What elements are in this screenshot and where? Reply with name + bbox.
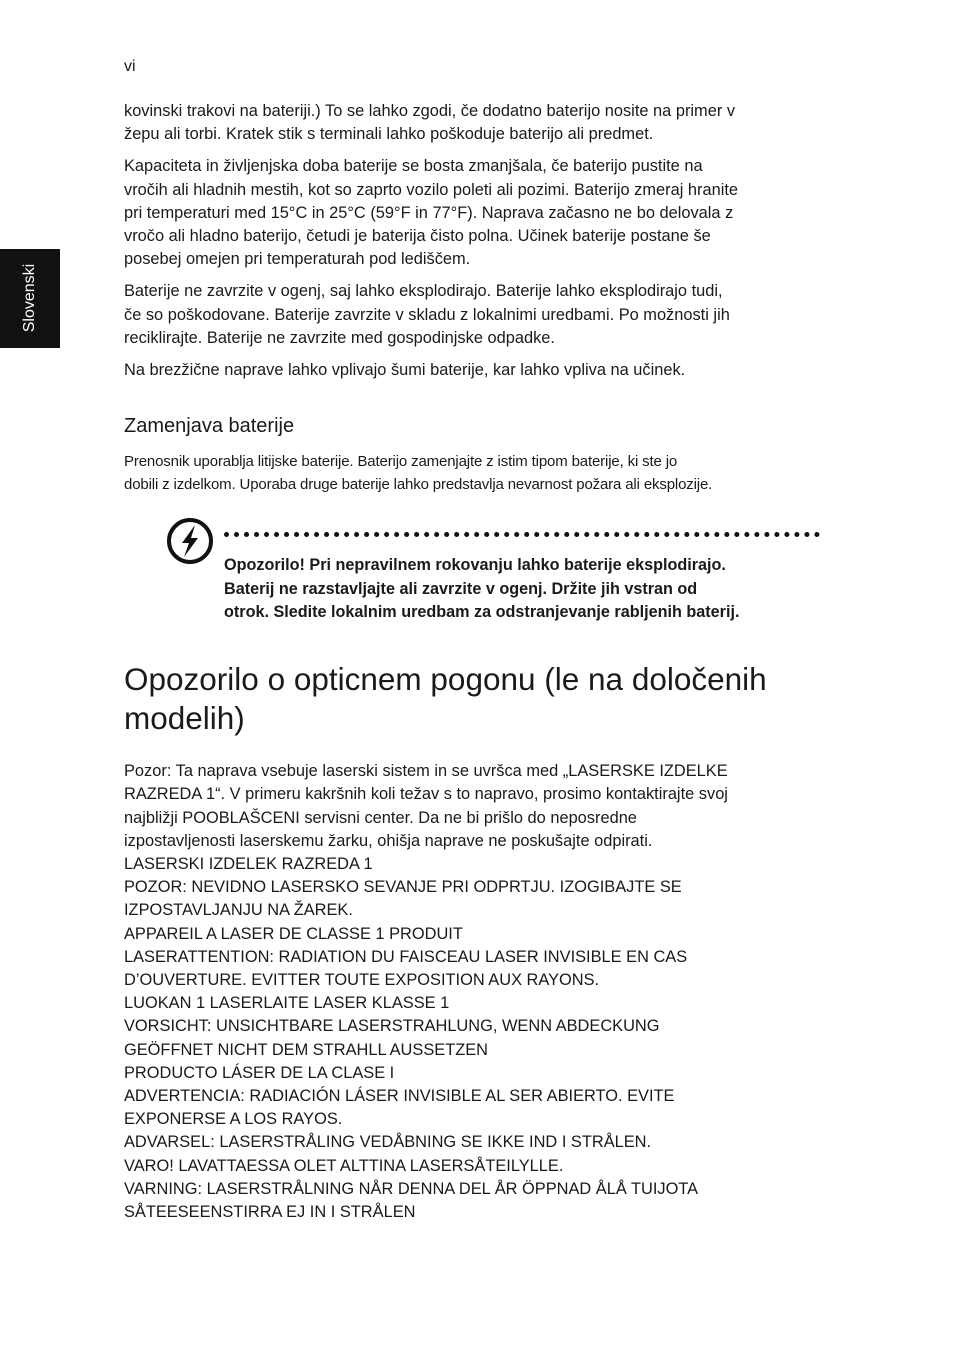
text-line: EXPONERSE A LOS RAYOS.	[124, 1110, 343, 1129]
battery-replacement-text	[124, 450, 814, 496]
intro-paragraphs	[124, 100, 814, 382]
paragraph	[124, 1131, 814, 1154]
side-tab-label: Slovenski	[21, 263, 38, 333]
text-line: žepu ali torbi. Kratek stik s terminali lahko poškoduje baterijo ali predmet.	[124, 125, 654, 144]
paragraph	[124, 760, 814, 853]
text-line: vročo ali hladno baterijo, četudi je baterija čisto polna. Učinek baterije postane še	[124, 227, 711, 246]
text-line: Opozorilo! Pri nepravilnem rokovanju lahko baterije eksplodirajo.	[224, 556, 726, 575]
paragraph	[124, 280, 814, 350]
heading-line: modelih)	[124, 700, 245, 737]
language-side-tab	[0, 249, 60, 348]
warning-box	[124, 514, 814, 624]
text-line: APPAREIL A LASER DE CLASSE 1 PRODUIT	[124, 924, 463, 943]
warning-divider	[224, 532, 820, 537]
paragraph	[124, 923, 814, 993]
text-line: posebej omejen pri temperaturah pod lediščem.	[124, 250, 471, 269]
text-line: reciklirajte. Baterije ne zavrzite med gospodinjske odpadke.	[124, 328, 555, 347]
paragraph	[124, 359, 814, 382]
heading-line: Opozorilo o opticnem pogonu (le na določenih	[124, 661, 767, 698]
text-line: PRODUCTO LÁSER DE LA CLASE I	[124, 1063, 395, 1082]
text-line: Baterij ne razstavljajte ali zavrzite v ogenj. Držite jih vstran od	[224, 579, 698, 598]
text-line: izpostavljenosti laserskemu žarku, ohišja naprave ne poskušajte odpirati.	[124, 831, 653, 850]
battery-replacement-heading: Zamenjava baterije	[124, 415, 295, 438]
paragraph	[124, 1155, 814, 1225]
lightning-warning-icon	[166, 517, 214, 565]
paragraph	[124, 100, 814, 146]
text-line: Kapaciteta in življenjska doba baterije se bosta zmanjšala, če baterijo pustite na	[124, 157, 703, 176]
text-line: kovinski trakovi na bateriji.) To se lahko zgodi, če dodatno baterijo nosite na primer v	[124, 102, 736, 120]
text-line: Baterije ne zavrzite v ogenj, saj lahko eksplodirajo. Baterije lahko eksplodirajo tudi,	[124, 282, 723, 301]
text-line: če so poškodovane. Baterije zavrzite v skladu z lokalnimi uredbami. Po možnosti jih	[124, 305, 730, 324]
text-line: ADVERTENCIA: RADIACIÓN LÁSER INVISIBLE AL SER ABIERTO. EVITE	[124, 1087, 675, 1106]
paragraph	[124, 992, 814, 1062]
text-line: najbližji POOBLAŠCENI servisni center. Da ne bi prišlo do neposredne	[124, 808, 637, 827]
text-line: otrok. Sledite lokalnim uredbam za odstranjevanje rabljenih baterij.	[224, 602, 740, 621]
text-line: Pozor: Ta naprava vsebuje laserski sistem in se uvršca med „LASERSKE IZDELKE	[124, 762, 728, 781]
text-line: vročih ali hladnih mestih, kot so zaprto vozilo poleti ali pozimi. Baterijo zmeraj hranite	[124, 180, 739, 199]
paragraph	[124, 853, 814, 923]
page-number: vi	[124, 58, 136, 75]
text-line: ADVARSEL: LASERSTRÅLING VEDÅBNING SE IKKE IND I STRÅLEN.	[124, 1133, 652, 1152]
text-line: LASERATTENTION: RADIATION DU FAISCEAU LASER INVISIBLE EN CAS	[124, 947, 688, 966]
text-line: SÅTEESEENSTIRRA EJ IN I STRÅLEN	[124, 1203, 416, 1222]
text-line: Prenosnik uporablja litijske baterije. Baterijo zamenjajte z istim tipom baterije, ki ste jo	[124, 453, 678, 471]
text-line: LUOKAN 1 LASERLAITE LASER KLASSE 1	[124, 994, 450, 1013]
text-line: Na brezžične naprave lahko vplivajo šumi baterije, kar lahko vpliva na učinek.	[124, 361, 686, 380]
text-line: IZPOSTAVLJANJU NA ŽAREK.	[124, 901, 353, 920]
text-line: VARO! LAVATTAESSA OLET ALTTINA LASERSÅTEILYLLE.	[124, 1156, 564, 1175]
laser-notices	[124, 760, 814, 1224]
text-line: GEÖFFNET NICHT DEM STRAHLL AUSSETZEN	[124, 1040, 488, 1059]
paragraph	[124, 1062, 814, 1132]
text-line: POZOR: NEVIDNO LASERSKO SEVANJE PRI ODPRTJU. IZOGIBAJTE SE	[124, 878, 682, 897]
text-line: D’OUVERTURE. EVITTER TOUTE EXPOSITION AUX RAYONS.	[124, 971, 600, 990]
text-line: VARNING: LASERSTRÅLNING NÅR DENNA DEL ÅR ÖPPNAD ÅLÅ TUIJOTA	[124, 1179, 699, 1198]
text-line: LASERSKI IZDELEK RAZREDA 1	[124, 855, 373, 874]
optical-drive-heading	[124, 660, 814, 738]
text-line: RAZREDA 1“. V primeru kakršnih koli težav s to napravo, prosimo kontaktirajte svoj	[124, 785, 728, 804]
paragraph	[124, 155, 814, 271]
text-line: VORSICHT: UNSICHTBARE LASERSTRAHLUNG, WENN ABDECKUNG	[124, 1017, 660, 1036]
text-line: dobili z izdelkom. Uporaba druge baterije lahko predstavlja nevarnost požara ali eksplozije.	[124, 476, 713, 494]
page-content	[124, 100, 814, 1224]
warning-text	[224, 554, 814, 624]
text-line: pri temperaturi med 15°C in 25°C (59°F in 77°F). Naprava začasno ne bo delovala z	[124, 203, 734, 222]
